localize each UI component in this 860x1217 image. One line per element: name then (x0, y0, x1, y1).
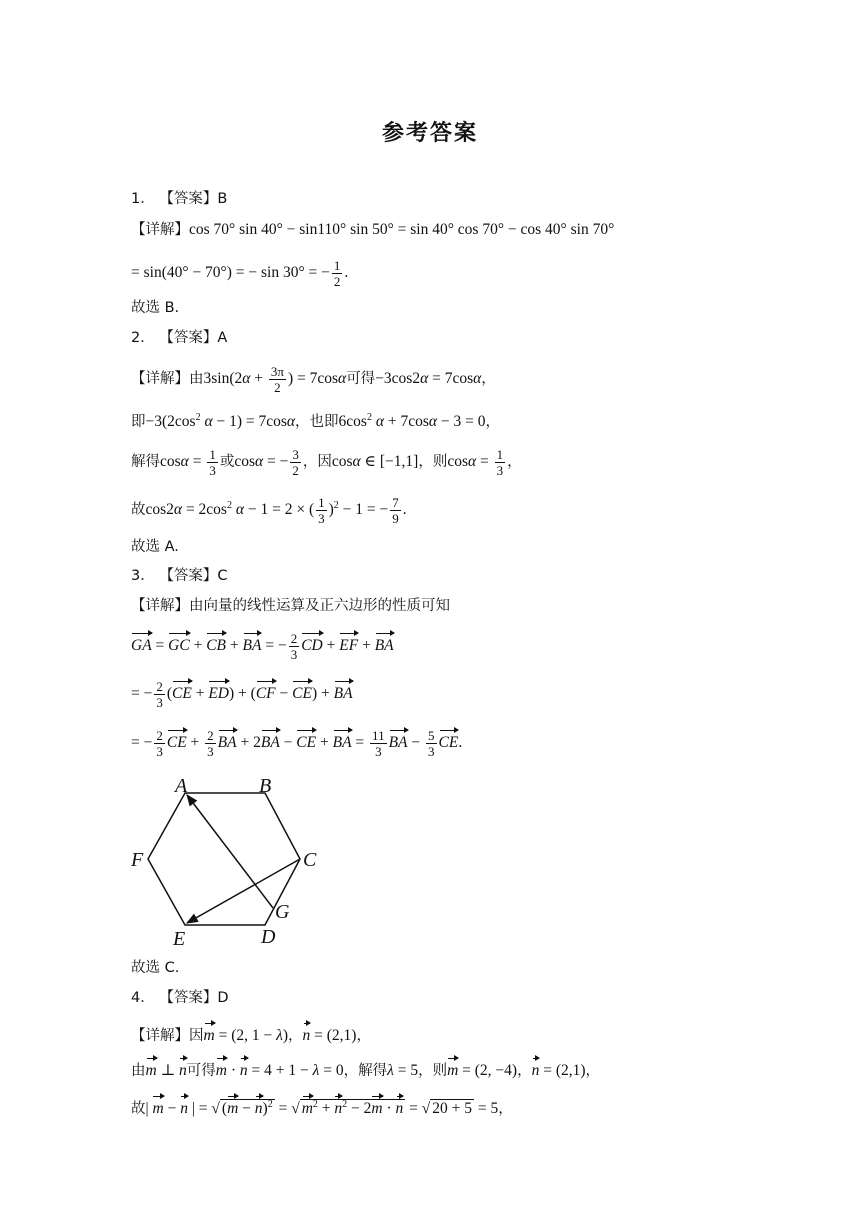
label-e: E (173, 928, 186, 950)
q3-formula-3: = − $\frac{2}{3}$ CE + $\frac{2}{3}$ BA + 2BA − CE + BA = $\frac{11}{3}$ BA − $\frac{5}{3}$ CE. (131, 727, 463, 759)
q1-formula-line-2 (131, 258, 348, 289)
q2-step-2: 即$-3(2\cos^2$ α − 1) = 7cosα，也即$6\cos^2$ α + 7cosα − 3 = 0， (131, 412, 501, 430)
q3-number: 3． (131, 568, 155, 584)
q1-formula-1: cos 70° sin 40° − sin110° sin 50° = sin 40° cos 70° − cos 40° sin 70° (189, 221, 615, 238)
q2-answer: 【答案】A (159, 330, 228, 346)
q3-conclusion: 故选 C. (131, 960, 180, 976)
q1-detail-label: 【详解】 (131, 222, 189, 238)
q2-step-4: 故$\cos 2\alpha = 2\cos^2$ α − 1 = 2 × ( $\frac{1}{3}$ )$^2$ − 1 = − $\frac{7}{9}$ . (131, 495, 407, 526)
q2-detail-line: 【详解】由3sin(2α + $\frac{3\pi}{2}$ ) = 7cosα可得−3cos2α = 7cosα， (131, 364, 496, 395)
q1-number: 1． (131, 191, 155, 207)
page-title: 参考答案 (381, 121, 478, 146)
q1-detail-line (131, 220, 614, 240)
label-b: B (259, 775, 272, 797)
q3-formula-2: = − $\frac{2}{3}$ (CE + ED) + (CF − CE) + BA (131, 678, 353, 710)
q3-answer: 【答案】C (159, 568, 228, 584)
q4-step-2: 由m ⊥ n可得m · n = 4 + 1 − λ = 0，解得λ = 5，则m = (2, −4)，n = (2,1)， (131, 1055, 600, 1081)
q1-answer: 【答案】B (159, 191, 228, 207)
vector-ga (187, 795, 273, 908)
q1-formula-2: = sin(40° − 70°) = − sin 30° = − $\frac{1}{2}$ . (131, 258, 349, 289)
q4-detail-line: 【详解】因m = (2, 1 − λ)，n = (2,1)， (131, 1020, 371, 1046)
q1-conclusion: 故选 B. (131, 300, 180, 316)
label-d: D (261, 926, 276, 948)
q2-answer-line (131, 328, 227, 348)
q2-conclusion: 故选 A. (131, 539, 179, 555)
q2-step-3: 解得cosα = $\frac{1}{3}$ 或cosα = − $\frac{3}{2}$ ，因cosα ∈ [−1,1]，则cosα = $\frac{1}{3}$ ， (131, 447, 522, 478)
q4-answer-line (131, 988, 229, 1008)
q4-step-3: 故| m − n | = √ $(m - n)^2$ = √ $m^2 + n^2 - 2m \cdot n$ = √ 20 + 5 = 5， (131, 1093, 513, 1119)
label-g: G (275, 901, 290, 923)
label-c: C (303, 849, 317, 871)
q4-answer: 【答案】D (159, 990, 229, 1006)
q3-detail: 【详解】由向量的线性运算及正六边形的性质可知 (131, 598, 450, 614)
q2-number: 2． (131, 330, 155, 346)
q4-number: 4． (131, 990, 155, 1006)
label-a: A (175, 775, 188, 797)
q3-formula-1: GA = GC + CB + BA = − $\frac{2}{3}$ CD + EF + BA (131, 630, 394, 662)
hexagon-diagram (125, 770, 325, 950)
q3-answer-line (131, 566, 227, 586)
label-f: F (131, 849, 144, 871)
q1-answer-line (131, 189, 227, 209)
